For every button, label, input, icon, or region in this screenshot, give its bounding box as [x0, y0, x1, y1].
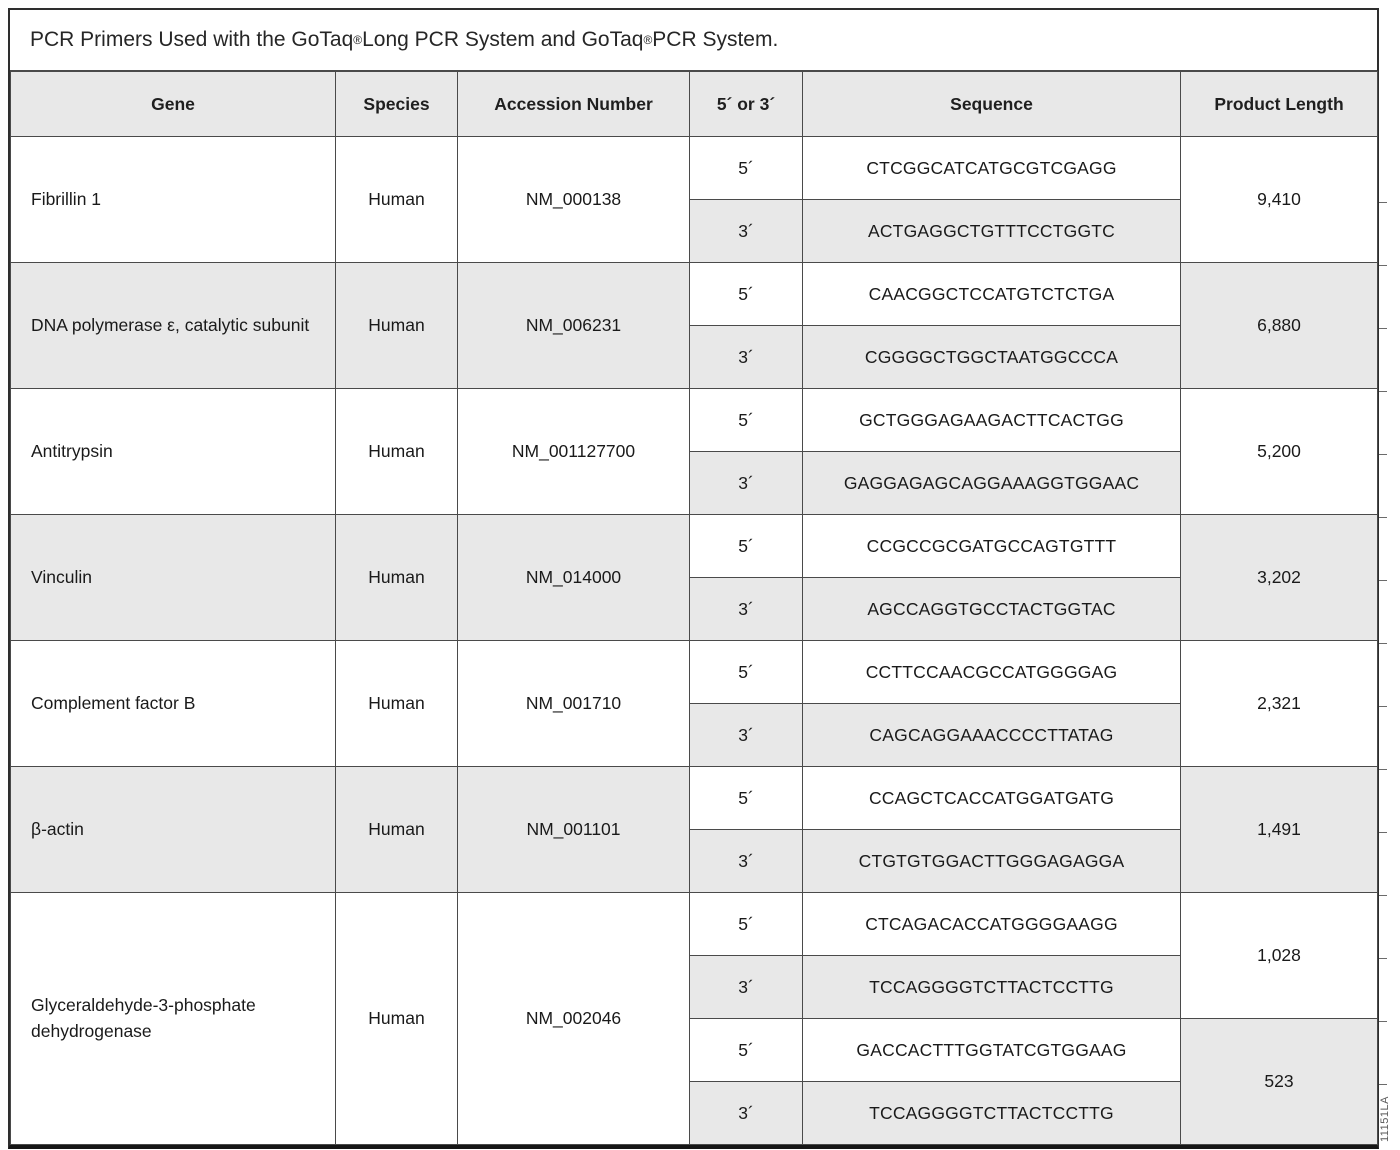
prime-direction-cell: 5´ — [690, 1019, 803, 1082]
prime-direction-cell: 5´ — [690, 263, 803, 326]
gene-cell: Fibrillin 1 — [11, 137, 336, 263]
prime-direction-cell: 5´ — [690, 515, 803, 578]
accession-cell: NM_006231 — [458, 263, 690, 389]
prime-direction-cell: 3´ — [690, 956, 803, 1019]
prime-direction-cell: 5´ — [690, 893, 803, 956]
column-header-gene: Gene — [11, 72, 336, 137]
prime-direction-cell: 5´ — [690, 389, 803, 452]
row-boundary-tick — [1379, 202, 1387, 203]
prime-direction-cell: 3´ — [690, 200, 803, 263]
row-boundary-tick — [1379, 1021, 1387, 1022]
primer-sub-row — [11, 389, 1378, 452]
sequence-cell: GCTGGGAGAAGACTTCACTGG — [803, 389, 1181, 452]
primer-sub-row — [11, 263, 1378, 326]
species-cell: Human — [336, 767, 458, 893]
sequence-cell: CCTTCCAACGCCATGGGGAG — [803, 641, 1181, 704]
prime-direction-cell: 3´ — [690, 326, 803, 389]
row-boundary-tick — [1379, 328, 1387, 329]
sequence-cell: CTGTGTGGACTTGGGAGAGGA — [803, 830, 1181, 893]
gene-cell: β-actin — [11, 767, 336, 893]
prime-direction-cell: 3´ — [690, 452, 803, 515]
primer-sub-row — [11, 767, 1378, 830]
sequence-cell: CGGGGCTGGCTAATGGCCCA — [803, 326, 1181, 389]
product-length-cell: 2,321 — [1181, 641, 1378, 767]
page-title: PCR Primers Used with the GoTaq ® Long PCR System and GoTaq ® PCR System. — [10, 10, 1377, 71]
watermark-part-number: 11151LA — [1379, 1096, 1391, 1142]
prime-direction-cell: 3´ — [690, 830, 803, 893]
sequence-cell: CTCGGCATCATGCGTCGAGG — [803, 137, 1181, 200]
row-boundary-tick — [1379, 517, 1387, 518]
prime-direction-cell: 5´ — [690, 767, 803, 830]
row-boundary-tick — [1379, 706, 1387, 707]
column-header-product-length: Product Length — [1181, 72, 1378, 137]
prime-direction-cell: 3´ — [690, 578, 803, 641]
species-cell: Human — [336, 515, 458, 641]
row-boundary-tick — [1379, 580, 1387, 581]
accession-cell: NM_000138 — [458, 137, 690, 263]
sequence-cell: GACCACTTTGGTATCGTGGAAG — [803, 1019, 1181, 1082]
header-row — [11, 72, 1378, 137]
primer-sub-row — [11, 515, 1378, 578]
prime-direction-cell: 3´ — [690, 704, 803, 767]
prime-direction-cell: 3´ — [690, 1082, 803, 1145]
prime-direction-cell: 5´ — [690, 641, 803, 704]
primer-table-container — [8, 8, 1379, 1149]
column-header-accession-number: Accession Number — [458, 72, 690, 137]
product-length-cell: 6,880 — [1181, 263, 1378, 389]
product-length-cell: 5,200 — [1181, 389, 1378, 515]
row-boundary-tick — [1379, 769, 1387, 770]
sequence-cell: ACTGAGGCTGTTTCCTGGTC — [803, 200, 1181, 263]
sequence-cell: AGCCAGGTGCCTACTGGTAC — [803, 578, 1181, 641]
primer-sub-row — [11, 641, 1378, 704]
gene-cell: Complement factor B — [11, 641, 336, 767]
product-length-cell: 9,410 — [1181, 137, 1378, 263]
sequence-cell: TCCAGGGGTCTTACTCCTTG — [803, 1082, 1181, 1145]
column-header-five-or-three: 5´ or 3´ — [690, 72, 803, 137]
product-length-cell: 1,028 — [1181, 893, 1378, 1019]
column-header-sequence: Sequence — [803, 72, 1181, 137]
product-length-cell: 523 — [1181, 1019, 1378, 1145]
species-cell: Human — [336, 641, 458, 767]
sequence-cell: CAGCAGGAAACCCCTTATAG — [803, 704, 1181, 767]
sequence-cell: CAACGGCTCCATGTCTCTGA — [803, 263, 1181, 326]
row-boundary-tick — [1379, 454, 1387, 455]
accession-cell: NM_014000 — [458, 515, 690, 641]
gene-cell: Vinculin — [11, 515, 336, 641]
primer-sub-row — [11, 137, 1378, 200]
species-cell: Human — [336, 137, 458, 263]
species-cell: Human — [336, 263, 458, 389]
row-boundary-tick — [1379, 895, 1387, 896]
row-boundary-tick — [1379, 265, 1387, 266]
sequence-cell: CTCAGACACCATGGGGAAGG — [803, 893, 1181, 956]
gene-cell: Glyceraldehyde-3-phosphate dehydrogenase — [11, 893, 336, 1145]
gene-cell: Antitrypsin — [11, 389, 336, 515]
prime-direction-cell: 5´ — [690, 137, 803, 200]
species-cell: Human — [336, 893, 458, 1145]
row-boundary-tick — [1379, 643, 1387, 644]
accession-cell: NM_001101 — [458, 767, 690, 893]
product-length-cell: 1,491 — [1181, 767, 1378, 893]
accession-cell: NM_001710 — [458, 641, 690, 767]
column-header-species: Species — [336, 72, 458, 137]
row-boundary-tick — [1379, 391, 1387, 392]
product-length-cell: 3,202 — [1181, 515, 1378, 641]
gene-cell: DNA polymerase ε, catalytic subunit — [11, 263, 336, 389]
sequence-cell: TCCAGGGGTCTTACTCCTTG — [803, 956, 1181, 1019]
row-boundary-tick — [1379, 832, 1387, 833]
accession-cell: NM_002046 — [458, 893, 690, 1145]
row-boundary-tick — [1379, 958, 1387, 959]
sequence-cell: GAGGAGAGCAGGAAAGGTGGAAC — [803, 452, 1181, 515]
sequence-cell: CCGCCGCGATGCCAGTGTTT — [803, 515, 1181, 578]
accession-cell: NM_001127700 — [458, 389, 690, 515]
species-cell: Human — [336, 389, 458, 515]
primer-sub-row — [11, 893, 1378, 956]
primer-table — [10, 71, 1378, 1145]
sequence-cell: CCAGCTCACCATGGATGATG — [803, 767, 1181, 830]
